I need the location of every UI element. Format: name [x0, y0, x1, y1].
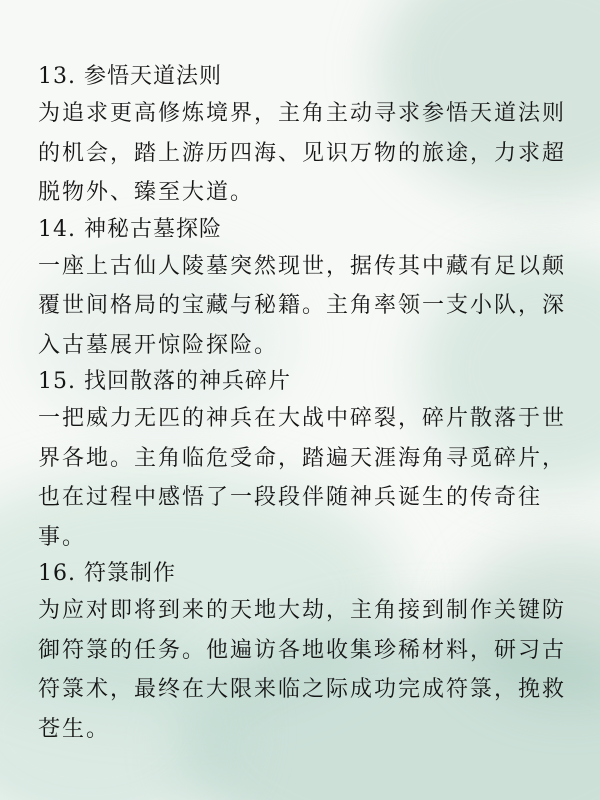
document-content	[38, 60, 578, 749]
section-body: 一座上古仙人陵墓突然现世，据传其中藏有足以颠覆世间格局的宝藏与秘籍。主角率领一支小队，深入古墓展开惊险探险。	[38, 253, 567, 358]
section-body: 为应对即将到来的天地大劫，主角接到制作关键防御符箓的任务。他遍访各地收集珍稀材料，研习古符箓术，最终在大限来临之际成功完成符箓，挽救苍生。	[38, 598, 567, 742]
section-15	[38, 365, 578, 557]
section-13	[38, 60, 578, 213]
section-title: 15. 找回散落的神兵碎片	[38, 369, 291, 394]
section-16	[38, 557, 578, 749]
section-title: 14. 神秘古墓探险	[38, 216, 222, 242]
section-14	[38, 213, 578, 366]
section-body: 一把威力无匹的神兵在大战中碎裂，碎片散落于世界各地。主角临危受命，踏遍天涯海角寻觅碎片，也在过程中感悟了一段段伴随神兵诞生的传奇往事。	[38, 406, 567, 550]
section-title: 16. 符箓制作	[38, 561, 176, 586]
section-title: 13. 参悟天道法则	[38, 64, 222, 89]
section-body: 为追求更高修炼境界，主角主动寻求参悟天道法则的机会，踏上游历四海、见识万物的旅途，力求超脱物外、臻至大道。	[38, 101, 567, 205]
